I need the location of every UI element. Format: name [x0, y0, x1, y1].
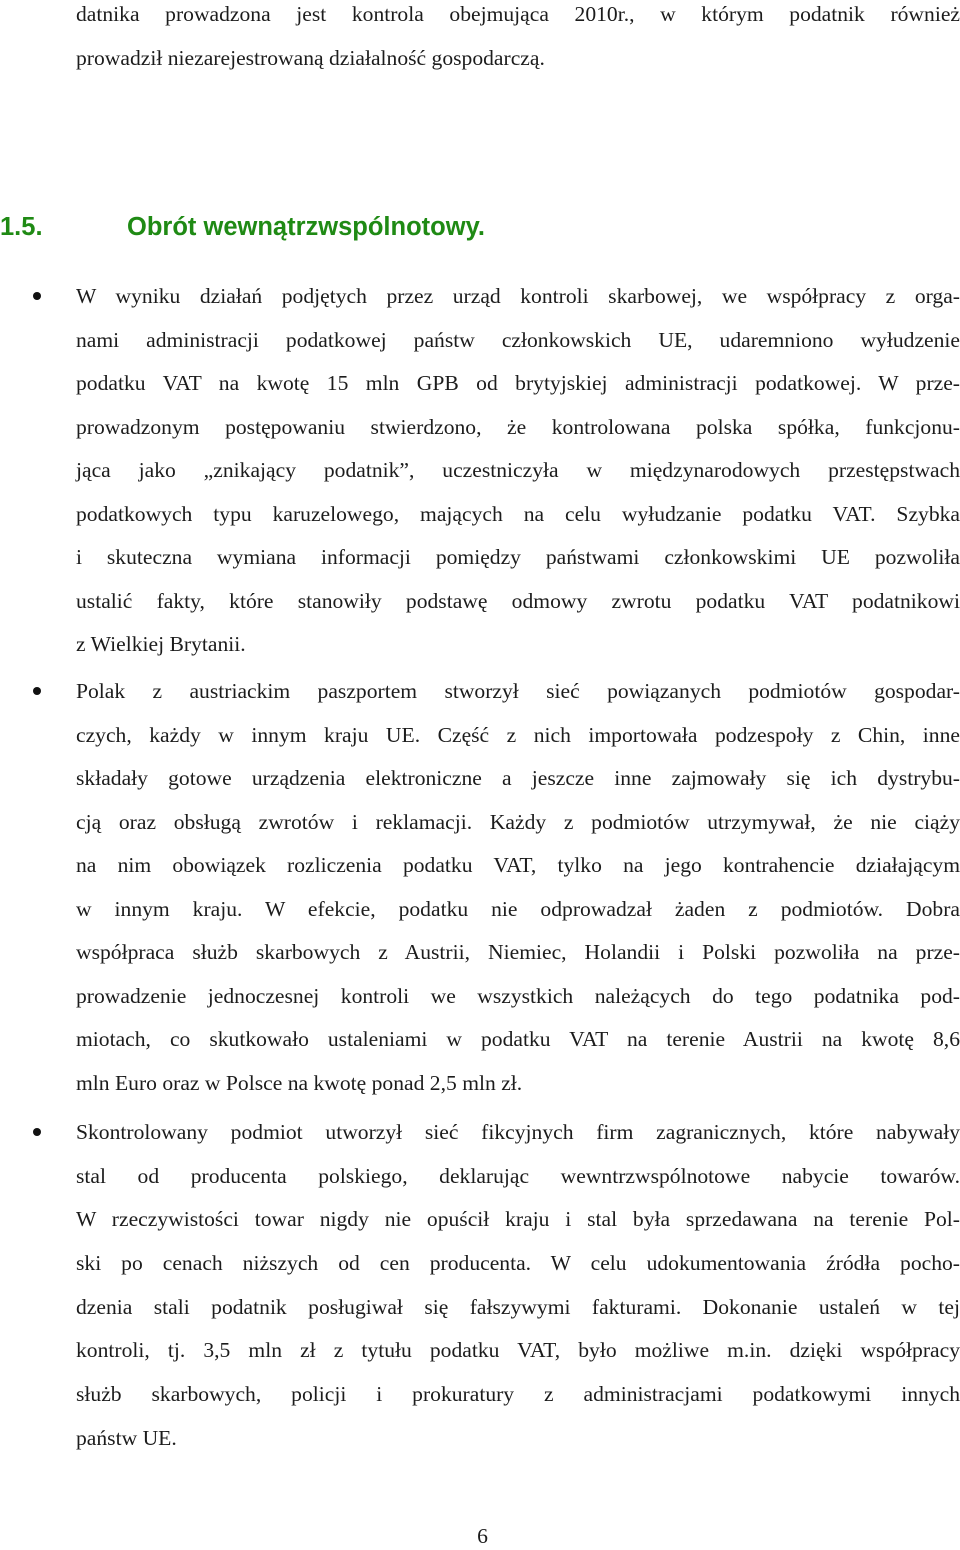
bullet-line: stal od producenta polskiego, deklarując wewntrzwspólnotowe nabycie towarów. — [76, 1163, 960, 1188]
continuation-line: prowadził niezarejestrowaną działalność gospodarczą. — [76, 46, 545, 70]
bullet-line: prowadzenie jednoczesnej kontroli we wszystkich należących do tego podatnika pod- — [76, 983, 960, 1008]
continuation-paragraph — [76, 0, 960, 80]
page-number — [0, 1522, 960, 1550]
bullet-line: W wyniku działań podjętych przez urząd kontroli skarbowej, we współpracy z orga- — [76, 284, 960, 308]
bullet-line: prowadzonym postępowaniu stwierdzono, że kontrolowana polska spółka, funkcjonu- — [76, 414, 960, 439]
bullet-dot-icon — [33, 687, 41, 695]
bullet-item — [76, 1111, 960, 1461]
page-number-text: 6 — [477, 1524, 488, 1548]
bullet-dot-icon — [33, 1128, 41, 1136]
bullet-line: z Wielkiej Brytanii. — [76, 632, 246, 656]
bullet-line: ski po cenach niższych od cen producenta. W celu udokumentowania źródła pocho- — [76, 1251, 960, 1276]
bullet-line: państw UE. — [76, 1425, 177, 1450]
bullet-line: Polak z austriackim paszportem stworzył sieć powiązanych podmiotów gospodar- — [76, 679, 960, 703]
bullet-line: w innym kraju. W efekcie, podatku nie odprowadzał żaden z podmiotów. Dobra — [76, 896, 960, 921]
bullet-line: składały gotowe urządzenia elektroniczne a jeszcze inne zajmowały się ich dystrybu- — [76, 766, 960, 790]
section-number: 1.5. — [0, 213, 43, 241]
bullet-line: podatku VAT na kwotę 15 mln GPB od brytyjskiej administracji podatkowej. W prze- — [76, 371, 960, 395]
bullet-line: czych, każdy w innym kraju UE. Część z nich importowała podzespoły z Chin, inne — [76, 722, 960, 747]
section-title: Obrót wewnątrzwspólnotowy. — [127, 213, 485, 241]
bullet-item — [76, 670, 960, 1105]
bullet-line: dzenia stali podatnik posługiwał się fałszywymi fakturami. Dokonanie ustaleń w tej — [76, 1294, 960, 1319]
bullet-line: miotach, co skutkowało ustaleniami w podatku VAT na terenie Austrii na kwotę 8,6 — [76, 1027, 960, 1051]
bullet-line: i skuteczna wymiana informacji pomiędzy państwami członkowskimi UE pozwoliła — [76, 545, 960, 569]
bullet-dot-icon — [33, 292, 41, 300]
bullet-item — [76, 275, 960, 667]
bullet-line: cją oraz obsługą zwrotów i reklamacji. Każdy z podmiotów utrzymywał, że nie ciąży — [76, 809, 960, 834]
bullet-line: ustalić fakty, które stanowiły podstawę odmowy zwrotu podatku VAT podatnikowi — [76, 588, 960, 613]
bullet-line: współpraca służb skarbowych z Austrii, Niemiec, Holandii i Polski pozwoliła na prze- — [76, 940, 960, 964]
bullet-line: na nim obowiązek rozliczenia podatku VAT, tylko na jego kontrahencie działającym — [76, 853, 960, 877]
bullet-line: służb skarbowych, policji i prokuratury z administracjami podatkowymi innych — [76, 1382, 960, 1407]
bullet-line: kontroli, tj. 3,5 mln zł z tytułu podatku VAT, było możliwe m.in. dzięki współpracy — [76, 1338, 960, 1363]
bullet-line: nami administracji podatkowej państw członkowskich UE, udaremniono wyłudzenie — [76, 327, 960, 352]
bullet-line: jąca jako „znikający podatnik”, uczestniczyła w międzynarodowych przestępstwach — [76, 458, 960, 482]
bullet-line: podatkowych typu karuzelowego, mających na celu wyłudzanie podatku VAT. Szybka — [76, 501, 960, 526]
bullet-line: Skontrolowany podmiot utworzył sieć fikcyjnych firm zagranicznych, które nabywały — [76, 1120, 960, 1144]
continuation-line: datnika prowadzona jest kontrola obejmująca 2010r., w którym podatnik również — [76, 2, 960, 26]
bullet-line: mln Euro oraz w Polsce na kwotę ponad 2,5 mln zł. — [76, 1070, 523, 1095]
bullet-line: W rzeczywistości towar nigdy nie opuścił kraju i stal była sprzedawana na terenie Pol- — [76, 1207, 960, 1232]
